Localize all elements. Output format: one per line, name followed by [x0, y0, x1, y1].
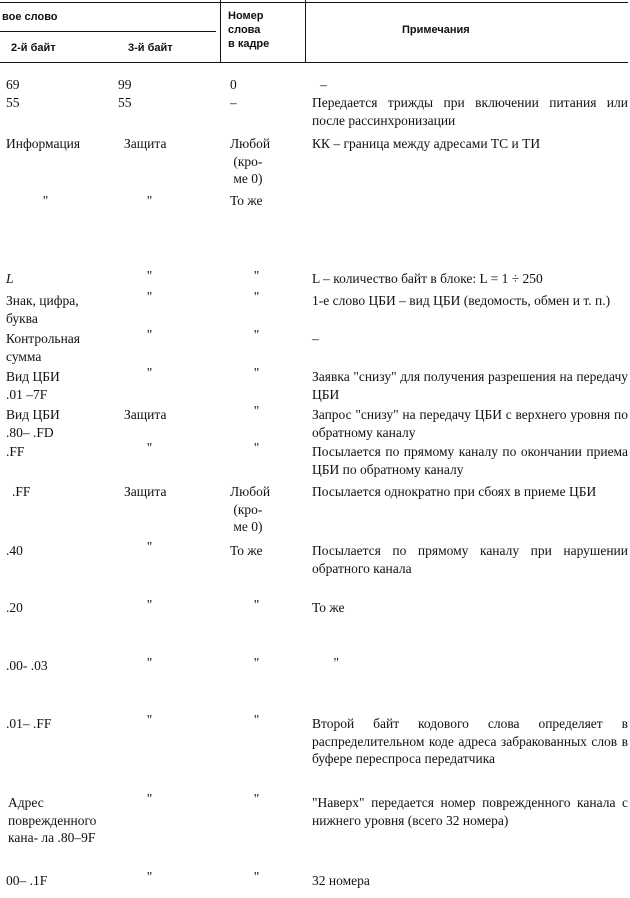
- row-8-byte2: Вид ЦБИ .01 –7F: [6, 369, 60, 402]
- row-2-byte3: 55: [118, 95, 132, 110]
- row-9-byte2: Вид ЦБИ .80– .FD: [6, 407, 60, 440]
- row-10-note: Посылается по прямому каналу по окончании приема ЦБИ по обратному каналу: [312, 444, 628, 477]
- header-byte2: 2-й байт: [11, 42, 56, 54]
- row-4-byte3: ": [140, 193, 153, 208]
- row-13-byte2: .20: [6, 600, 23, 615]
- row-2-note: Передается трижды при включении питания или после рассинхронизации: [312, 95, 628, 128]
- row-7-note: –: [312, 331, 319, 346]
- row-13-note: То же: [312, 600, 345, 615]
- row-3-byte2: Информация: [6, 136, 81, 151]
- row-7-number: ": [247, 327, 260, 342]
- row-6-note: 1-е слово ЦБИ – вид ЦБИ (ведомость, обмен и т. п.): [312, 293, 611, 308]
- row-16-number: ": [247, 791, 260, 806]
- row-14-note: ": [320, 655, 340, 670]
- row-10-byte2: .FF: [6, 444, 25, 459]
- row-15-byte3: ": [140, 712, 153, 727]
- row-5-number: ": [247, 268, 260, 283]
- row-3-byte3: Защита: [124, 136, 167, 151]
- row-9-note: Запрос "снизу" на передачу ЦБИ с верхнего уровня по обратному каналу: [312, 407, 628, 440]
- row-15-number: ": [247, 712, 260, 727]
- row-10-number: ": [247, 440, 260, 455]
- header-notes: Примечания: [402, 24, 470, 36]
- row-6-byte3: ": [140, 289, 153, 304]
- row-15-byte2: .01– .FF: [6, 716, 52, 731]
- row-14-number: ": [247, 655, 260, 670]
- row-12-note: Посылается по прямому каналу при нарушении обратного канала: [312, 543, 628, 576]
- row-1-byte2: 69: [6, 77, 20, 92]
- row-17-note: 32 номера: [312, 873, 370, 888]
- row-15-note: Второй байт кодового слова определяет в распределительном коде адреса забракованных слов в буфере переспроса передатчика: [312, 716, 628, 766]
- row-17-byte3: ": [140, 869, 153, 884]
- row-16-byte3: ": [140, 791, 153, 806]
- header-number-line2: слова: [228, 24, 261, 36]
- row-16-note: "Наверх" передается номер поврежденного канала с нижнего уровня (всего 32 номера): [312, 795, 628, 828]
- row-17-number: ": [247, 869, 260, 884]
- row-7-byte2: Контрольная сумма: [6, 331, 81, 364]
- row-12-byte2: .40: [6, 543, 23, 558]
- row-8-number: ": [247, 365, 260, 380]
- row-17-byte2: 00– .1F: [6, 873, 48, 888]
- row-8-byte3: ": [140, 365, 153, 380]
- row-11-note: Посылается однократно при сбоях в приеме ЦБИ: [312, 484, 597, 499]
- row-11-byte3: Защита: [124, 484, 167, 499]
- row-10-byte3: ": [140, 440, 153, 455]
- row-11-byte2: .FF: [12, 484, 31, 499]
- row-4-byte2: ": [36, 193, 49, 208]
- row-1-number: 0: [230, 77, 237, 92]
- row-5-byte2: L: [6, 271, 14, 286]
- row-6-number: ": [247, 289, 260, 304]
- row-5-byte3: ": [140, 268, 153, 283]
- row-1-byte3: 99: [118, 77, 132, 92]
- row-12-byte3: ": [140, 539, 153, 554]
- subheader-rule: [0, 31, 216, 32]
- row-13-number: ": [247, 597, 260, 612]
- row-5-note: L – количество байт в блоке: L = 1 ÷ 250: [312, 271, 543, 286]
- row-4-number: То же: [230, 193, 263, 208]
- row-13-byte3: ": [140, 597, 153, 612]
- row-6-byte2: Знак, цифра, буква: [6, 293, 79, 326]
- row-1-note: –: [320, 77, 327, 92]
- header-byte3: 3-й байт: [128, 42, 173, 54]
- header-bottom-rule: [0, 62, 628, 63]
- header-number-line3: в кадре: [228, 38, 270, 50]
- row-9-byte3: Защита: [124, 407, 167, 422]
- row-14-byte3: ": [140, 655, 153, 670]
- column-divider-1: [220, 0, 221, 62]
- row-9-number: ": [247, 403, 260, 418]
- row-3-number: Любой (кро- ме 0): [230, 136, 271, 186]
- row-3-note: КК – граница между адресами ТС и ТИ: [312, 136, 541, 151]
- header-word: вое слово: [2, 11, 58, 23]
- row-16-byte2: Адрес поврежденного кана- ла .80–9F: [8, 795, 97, 845]
- row-7-byte3: ": [140, 327, 153, 342]
- header-number-line1: Номер: [228, 10, 264, 22]
- row-12-number: То же: [230, 543, 263, 558]
- row-11-number: Любой (кро- ме 0): [230, 484, 271, 534]
- column-divider-2: [305, 0, 306, 62]
- top-rule: [0, 2, 628, 3]
- row-2-number: –: [230, 95, 237, 110]
- row-14-byte2: .00- .03: [6, 658, 48, 673]
- row-8-note: Заявка "снизу" для получения разрешения на передачу ЦБИ: [312, 369, 628, 402]
- row-2-byte2: 55: [6, 95, 20, 110]
